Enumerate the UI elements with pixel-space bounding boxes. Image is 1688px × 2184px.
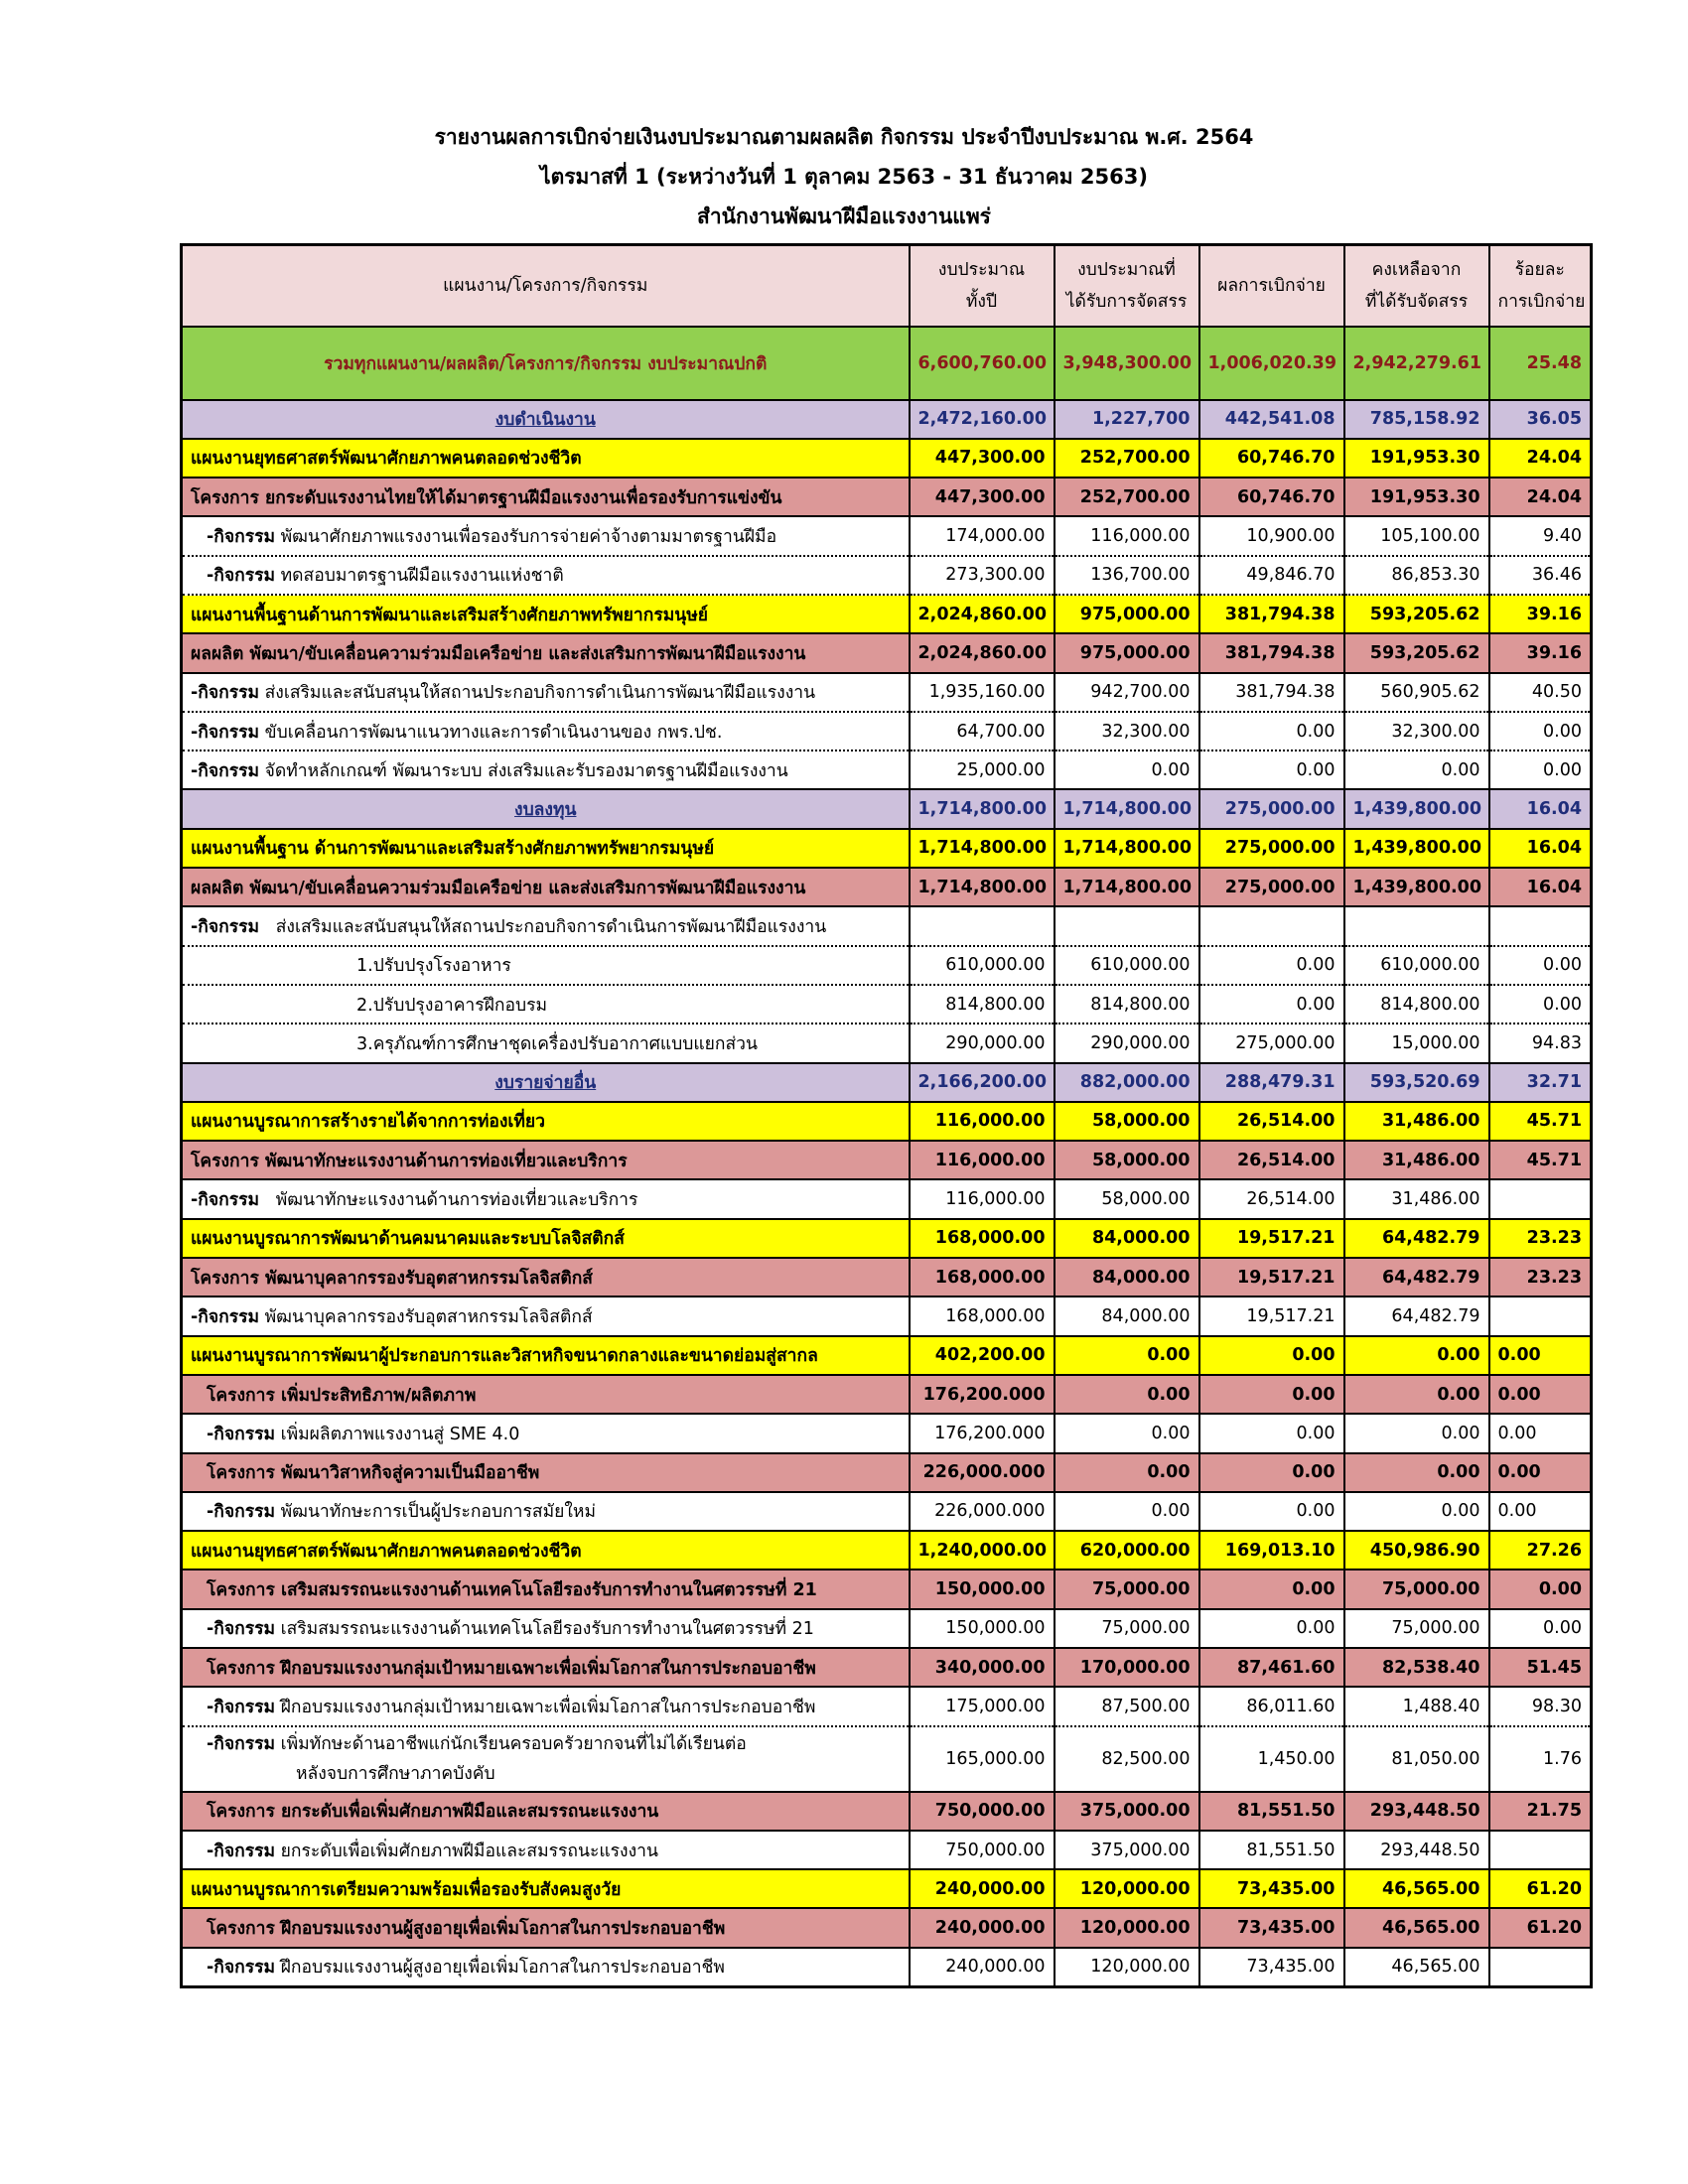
row-label: โครงการ เสริมสมรรถนะแรงงานด้านเทคโนโลยีรองรับการทำงานในศตวรรษที่ 21 [182,1570,910,1608]
row-label: -กิจกรรม พัฒนาทักษะการเป็นผู้ประกอบการสมัยใหม่ [182,1492,910,1531]
cell-allocated: 620,000.00 [1055,1531,1199,1570]
cell-remaining [1344,906,1489,945]
cell-disbursed: 381,794.38 [1199,633,1344,672]
header-annual-budget: งบประมาณ ทั้งปี [910,245,1055,327]
report-title: รายงานผลการเบิกจ่ายเงินงบประมาณตามผลผลิต กิจกรรม ประจำปีงบประมาณ พ.ศ. 2564 [434,125,1254,149]
cell-remaining: 450,986.90 [1344,1531,1489,1570]
cell-allocated: 58,000.00 [1055,1179,1199,1218]
cell-remaining: 82,538.40 [1344,1648,1489,1687]
cell-allocated: 116,000.00 [1055,516,1199,555]
table-row-project [182,1570,1592,1608]
cell-disbursed: 86,011.60 [1199,1687,1344,1725]
cell-annual: 226,000.000 [910,1492,1055,1531]
table-row-sub-item [182,985,1592,1024]
cell-disbursed: 81,551.50 [1199,1831,1344,1869]
table-row-plan [182,1336,1592,1375]
table-row-activity [182,1179,1592,1218]
cell-remaining: 86,853.30 [1344,556,1489,595]
cell-percent: 45.71 [1489,1102,1592,1141]
report-title-block [0,117,1688,236]
cell-disbursed: 381,794.38 [1199,595,1344,633]
row-label: -กิจกรรม ฝึกอบรมแรงงานกลุ่มเป้าหมายเฉพาะเพื่อเพิ่มโอกาสในการประกอบอาชีพ [182,1687,910,1725]
cell-disbursed: 0.00 [1199,751,1344,789]
table-row-budget-category [182,1063,1592,1102]
cell-annual: 175,000.00 [910,1687,1055,1725]
cell-allocated: 0.00 [1055,1336,1199,1375]
cell-remaining: 105,100.00 [1344,516,1489,555]
cell-remaining: 610,000.00 [1344,946,1489,985]
cell-disbursed: 1,450.00 [1199,1726,1344,1792]
cell-percent: 0.00 [1489,1570,1592,1608]
cell-allocated: 882,000.00 [1055,1063,1199,1102]
cell-disbursed: 0.00 [1199,1375,1344,1414]
cell-allocated: 87,500.00 [1055,1687,1199,1725]
header-plan: แผนงาน/โครงการ/กิจกรรม [182,245,910,327]
table-row-project [182,1375,1592,1414]
cell-allocated: 375,000.00 [1055,1831,1199,1869]
cell-percent: 0.00 [1489,712,1592,751]
row-label: -กิจกรรม พัฒนาบุคลากรรองรับอุตสาหกรรมโลจิสติกส์ [182,1297,910,1335]
cell-remaining: 593,205.62 [1344,633,1489,672]
cell-annual: 447,300.00 [910,478,1055,516]
cell-remaining: 0.00 [1344,1414,1489,1452]
cell-percent: 0.00 [1489,751,1592,789]
cell-percent: 16.04 [1489,868,1592,906]
row-label: -กิจกรรม พัฒนาทักษะแรงงานด้านการท่องเที่ยวและบริการ [182,1179,910,1218]
table-row-project [182,478,1592,516]
cell-disbursed: 275,000.00 [1199,1024,1344,1062]
cell-disbursed: 275,000.00 [1199,829,1344,868]
cell-percent: 61.20 [1489,1908,1592,1947]
cell-remaining: 15,000.00 [1344,1024,1489,1062]
row-label: โครงการ พัฒนาวิสาหกิจสู่ความเป็นมืออาชีพ [182,1453,910,1492]
cell-remaining: 0.00 [1344,1492,1489,1531]
cell-allocated: 610,000.00 [1055,946,1199,985]
cell-allocated: 1,227,700 [1055,400,1199,439]
table-row-plan [182,1219,1592,1258]
row-label: แผนงานยุทธศาสตร์พัฒนาศักยภาพคนตลอดช่วงชีวิต [182,439,910,478]
cell-annual: 273,300.00 [910,556,1055,595]
cell-annual: 1,714,800.00 [910,868,1055,906]
cell-annual: 64,700.00 [910,712,1055,751]
cell-disbursed: 87,461.60 [1199,1648,1344,1687]
cell-remaining: 0.00 [1344,1375,1489,1414]
table-row-project [182,1792,1592,1831]
cell-annual: 25,000.00 [910,751,1055,789]
cell-allocated [1055,906,1199,945]
row-label: แผนงานบูรณาการเตรียมความพร้อมเพื่อรองรับสังคมสูงวัย [182,1869,910,1908]
cell-percent: 23.23 [1489,1258,1592,1297]
cell-allocated: 975,000.00 [1055,633,1199,672]
cell-allocated: 290,000.00 [1055,1024,1199,1062]
cell-disbursed: 60,746.70 [1199,439,1344,478]
row-label: แผนงานยุทธศาสตร์พัฒนาศักยภาพคนตลอดช่วงชีวิต [182,1531,910,1570]
cell-remaining: 191,953.30 [1344,478,1489,516]
report-period: ไตรมาสที่ 1 (ระหว่างวันที่ 1 ตุลาคม 2563 - 31 ธันวาคม 2563) [540,165,1148,189]
table-row-activity [182,1492,1592,1531]
cell-annual: 290,000.00 [910,1024,1055,1062]
cell-remaining: 64,482.79 [1344,1297,1489,1335]
cell-allocated: 1,714,800.00 [1055,829,1199,868]
cell-annual: 116,000.00 [910,1141,1055,1179]
cell-allocated: 120,000.00 [1055,1908,1199,1947]
table-row-project [182,1908,1592,1947]
table-row-activity [182,1414,1592,1452]
cell-percent: 0.00 [1489,985,1592,1024]
cell-disbursed: 81,551.50 [1199,1792,1344,1831]
cell-allocated: 252,700.00 [1055,439,1199,478]
row-label: โครงการ พัฒนาทักษะแรงงานด้านการท่องเที่ยวและบริการ [182,1141,910,1179]
cell-percent [1489,906,1592,945]
cell-disbursed: 49,846.70 [1199,556,1344,595]
cell-percent: 25.48 [1489,327,1592,400]
cell-remaining: 1,439,800.00 [1344,829,1489,868]
row-label: งบดำเนินงาน [182,400,910,439]
cell-percent: 39.16 [1489,633,1592,672]
row-label: -กิจกรรม เพิ่มผลิตภาพแรงงานสู่ SME 4.0 [182,1414,910,1452]
cell-remaining: 191,953.30 [1344,439,1489,478]
row-label: -กิจกรรม จัดทำหลักเกณฑ์ พัฒนาระบบ ส่งเสริมและรับรองมาตรฐานฝีมือแรงงาน [182,751,910,789]
cell-annual: 750,000.00 [910,1792,1055,1831]
cell-percent: 40.50 [1489,673,1592,712]
cell-annual: 610,000.00 [910,946,1055,985]
row-label: ผลผลิต พัฒนา/ขับเคลื่อนความร่วมมือเครือข่าย และส่งเสริมการพัฒนาฝีมือแรงงาน [182,633,910,672]
cell-allocated: 3,948,300.00 [1055,327,1199,400]
table-row-activity [182,1609,1592,1648]
table-row-activity [182,1948,1592,1986]
cell-remaining: 593,205.62 [1344,595,1489,633]
cell-percent [1489,1948,1592,1986]
cell-annual: 116,000.00 [910,1179,1055,1218]
cell-allocated: 375,000.00 [1055,1792,1199,1831]
cell-remaining: 0.00 [1344,751,1489,789]
cell-allocated: 0.00 [1055,1492,1199,1531]
cell-remaining: 1,439,800.00 [1344,789,1489,828]
cell-remaining: 1,439,800.00 [1344,868,1489,906]
cell-annual: 2,024,860.00 [910,595,1055,633]
cell-annual: 226,000.000 [910,1453,1055,1492]
row-label: -กิจกรรม ขับเคลื่อนการพัฒนาแนวทางและการดำเนินงานของ กพร.ปช. [182,712,910,751]
row-label: งบรายจ่ายอื่น [182,1063,910,1102]
cell-annual: 176,200.000 [910,1414,1055,1452]
header-remaining: คงเหลือจาก ที่ได้รับจัดสรร [1344,245,1489,327]
cell-remaining: 814,800.00 [1344,985,1489,1024]
cell-annual: 176,200.000 [910,1375,1055,1414]
table-row-plan [182,1531,1592,1570]
cell-disbursed: 0.00 [1199,1492,1344,1531]
cell-remaining: 31,486.00 [1344,1141,1489,1179]
cell-disbursed: 10,900.00 [1199,516,1344,555]
cell-percent: 61.20 [1489,1869,1592,1908]
row-label: 3.ครุภัณฑ์การศึกษาชุดเครื่องปรับอากาศแบบแยกส่วน [182,1024,910,1062]
row-label: -กิจกรรม ส่งเสริมและสนับสนุนให้สถานประกอบกิจการดำเนินการพัฒนาฝีมือแรงงาน [182,673,910,712]
cell-allocated: 84,000.00 [1055,1219,1199,1258]
row-label: 1.ปรับปรุงโรงอาหาร [182,946,910,985]
cell-percent: 0.00 [1489,1414,1592,1452]
cell-percent: 24.04 [1489,478,1592,516]
cell-allocated: 1,714,800.00 [1055,789,1199,828]
table-row-grand-total [182,327,1592,400]
cell-disbursed: 26,514.00 [1199,1102,1344,1141]
cell-remaining: 560,905.62 [1344,673,1489,712]
cell-annual: 174,000.00 [910,516,1055,555]
cell-annual: 165,000.00 [910,1726,1055,1792]
table-row-budget-category [182,789,1592,828]
cell-annual [910,906,1055,945]
cell-annual: 1,240,000.00 [910,1531,1055,1570]
table-row-plan [182,1102,1592,1141]
cell-allocated: 0.00 [1055,1375,1199,1414]
cell-disbursed: 442,541.08 [1199,400,1344,439]
cell-percent [1489,1297,1592,1335]
header-disbursed: ผลการเบิกจ่าย [1199,245,1344,327]
budget-table [180,243,1593,1988]
row-label: -กิจกรรม ยกระดับเพื่อเพิ่มศักยภาพฝีมือและสมรรถนะแรงงาน [182,1831,910,1869]
cell-percent: 0.00 [1489,1375,1592,1414]
cell-disbursed: 169,013.10 [1199,1531,1344,1570]
cell-allocated: 975,000.00 [1055,595,1199,633]
table-row-activity [182,1687,1592,1725]
cell-allocated: 0.00 [1055,1453,1199,1492]
table-row-plan [182,439,1592,478]
row-label: -กิจกรรม ส่งเสริมและสนับสนุนให้สถานประกอบกิจการดำเนินการพัฒนาฝีมือแรงงาน [182,906,910,945]
table-row-project [182,1141,1592,1179]
cell-annual: 814,800.00 [910,985,1055,1024]
cell-allocated: 84,000.00 [1055,1297,1199,1335]
table-row-activity [182,673,1592,712]
row-label: โครงการ ยกระดับแรงงานไทยให้ได้มาตรฐานฝีมือแรงงานเพื่อรองรับการแข่งขัน [182,478,910,516]
cell-annual: 240,000.00 [910,1869,1055,1908]
report-office: สำนักงานพัฒนาฝีมือแรงงานแพร่ [697,205,991,228]
cell-percent: 94.83 [1489,1024,1592,1062]
cell-disbursed: 0.00 [1199,1570,1344,1608]
table-row-plan [182,1869,1592,1908]
cell-percent: 32.71 [1489,1063,1592,1102]
cell-allocated: 252,700.00 [1055,478,1199,516]
row-label: รวมทุกแผนงาน/ผลผลิต/โครงการ/กิจกรรม งบประมาณปกติ [182,327,910,400]
row-label: -กิจกรรม เสริมสมรรถนะแรงงานด้านเทคโนโลยีรองรับการทำงานในศตวรรษที่ 21 [182,1609,910,1648]
row-label: แผนงานบูรณาการพัฒนาด้านคมนาคมและระบบโลจิสติกส์ [182,1219,910,1258]
cell-annual: 168,000.00 [910,1219,1055,1258]
cell-annual: 2,166,200.00 [910,1063,1055,1102]
cell-percent: 0.00 [1489,1336,1592,1375]
cell-remaining: 785,158.92 [1344,400,1489,439]
cell-annual: 116,000.00 [910,1102,1055,1141]
cell-disbursed: 0.00 [1199,985,1344,1024]
cell-percent: 24.04 [1489,439,1592,478]
cell-disbursed: 288,479.31 [1199,1063,1344,1102]
cell-disbursed: 0.00 [1199,712,1344,751]
cell-allocated: 1,714,800.00 [1055,868,1199,906]
cell-disbursed: 0.00 [1199,946,1344,985]
row-label: -กิจกรรม ฝึกอบรมแรงงานผู้สูงอายุเพื่อเพิ่มโอกาสในการประกอบอาชีพ [182,1948,910,1986]
cell-percent: 51.45 [1489,1648,1592,1687]
cell-disbursed [1199,906,1344,945]
cell-remaining: 46,565.00 [1344,1948,1489,1986]
cell-percent: 39.16 [1489,595,1592,633]
cell-annual: 240,000.00 [910,1948,1055,1986]
cell-allocated: 84,000.00 [1055,1258,1199,1297]
row-label: แผนงานบูรณาการสร้างรายได้จากการท่องเที่ยว [182,1102,910,1141]
cell-annual: 2,472,160.00 [910,400,1055,439]
cell-allocated: 82,500.00 [1055,1726,1199,1792]
cell-annual: 447,300.00 [910,439,1055,478]
cell-allocated: 136,700.00 [1055,556,1199,595]
table-row-budget-category [182,400,1592,439]
cell-allocated: 0.00 [1055,751,1199,789]
cell-percent: 36.05 [1489,400,1592,439]
cell-disbursed: 0.00 [1199,1609,1344,1648]
cell-percent: 0.00 [1489,1492,1592,1531]
cell-disbursed: 73,435.00 [1199,1869,1344,1908]
header-percent: ร้อยละ การเบิกจ่าย [1489,245,1592,327]
cell-annual: 6,600,760.00 [910,327,1055,400]
row-label: -กิจกรรม ทดสอบมาตรฐานฝีมือแรงงานแห่งชาติ [182,556,910,595]
cell-remaining: 293,448.50 [1344,1792,1489,1831]
cell-remaining: 64,482.79 [1344,1219,1489,1258]
row-label: โครงการ ยกระดับเพื่อเพิ่มศักยภาพฝีมือและสมรรถนะแรงงาน [182,1792,910,1831]
cell-disbursed: 19,517.21 [1199,1258,1344,1297]
cell-disbursed: 0.00 [1199,1453,1344,1492]
table-row-plan [182,595,1592,633]
cell-percent: 1.76 [1489,1726,1592,1792]
row-label: แผนงานพื้นฐานด้านการพัฒนาและเสริมสร้างศักยภาพทรัพยากรมนุษย์ [182,595,910,633]
cell-percent: 9.40 [1489,516,1592,555]
row-label: 2.ปรับปรุงอาคารฝึกอบรม [182,985,910,1024]
cell-annual: 1,935,160.00 [910,673,1055,712]
header-allocated-budget: งบประมาณที่ ได้รับการจัดสรร [1055,245,1199,327]
cell-allocated: 75,000.00 [1055,1570,1199,1608]
cell-percent: 98.30 [1489,1687,1592,1725]
table-header-row [182,245,1592,327]
table-row-activity [182,1297,1592,1335]
cell-percent: 23.23 [1489,1219,1592,1258]
cell-percent: 45.71 [1489,1141,1592,1179]
cell-disbursed: 0.00 [1199,1336,1344,1375]
row-label: โครงการ ฝึกอบรมแรงงานผู้สูงอายุเพื่อเพิ่มโอกาสในการประกอบอาชีพ [182,1908,910,1947]
row-label: ผลผลิต พัฒนา/ขับเคลื่อนความร่วมมือเครือข่าย และส่งเสริมการพัฒนาฝีมือแรงงาน [182,868,910,906]
cell-disbursed: 381,794.38 [1199,673,1344,712]
cell-disbursed: 0.00 [1199,1414,1344,1452]
cell-remaining: 31,486.00 [1344,1102,1489,1141]
cell-remaining: 0.00 [1344,1336,1489,1375]
row-label: โครงการ เพิ่มประสิทธิภาพ/ผลิตภาพ [182,1375,910,1414]
cell-remaining: 1,488.40 [1344,1687,1489,1725]
cell-remaining: 32,300.00 [1344,712,1489,751]
table-row-activity [182,516,1592,555]
row-label: -กิจกรรม เพิ่มทักษะด้านอาชีพแก่นักเรียนครอบครัวยากจนที่ไม่ได้เรียนต่อ หลังจบการศึกษาภาคบังคับ [182,1726,910,1792]
cell-disbursed: 275,000.00 [1199,789,1344,828]
cell-percent: 16.04 [1489,829,1592,868]
cell-annual: 240,000.00 [910,1908,1055,1947]
table-row-plan [182,829,1592,868]
row-label: โครงการ พัฒนาบุคลากรรองรับอุตสาหกรรมโลจิสติกส์ [182,1258,910,1297]
cell-disbursed: 26,514.00 [1199,1179,1344,1218]
cell-disbursed: 60,746.70 [1199,478,1344,516]
cell-annual: 402,200.00 [910,1336,1055,1375]
cell-allocated: 120,000.00 [1055,1948,1199,1986]
cell-remaining: 75,000.00 [1344,1609,1489,1648]
cell-percent: 0.00 [1489,1609,1592,1648]
row-label: แผนงานบูรณาการพัฒนาผู้ประกอบการและวิสาหกิจขนาดกลางและขนาดย่อมสู่สากล [182,1336,910,1375]
table-row-project [182,1258,1592,1297]
cell-annual: 750,000.00 [910,1831,1055,1869]
table-row-project [182,1648,1592,1687]
cell-remaining: 46,565.00 [1344,1869,1489,1908]
cell-allocated: 170,000.00 [1055,1648,1199,1687]
table-row-output [182,633,1592,672]
table-row-activity [182,751,1592,789]
cell-annual: 168,000.00 [910,1297,1055,1335]
cell-disbursed: 26,514.00 [1199,1141,1344,1179]
table-row-project [182,1453,1592,1492]
row-label: แผนงานพื้นฐาน ด้านการพัฒนาและเสริมสร้างศักยภาพทรัพยากรมนุษย์ [182,829,910,868]
cell-annual: 1,714,800.00 [910,789,1055,828]
cell-allocated: 0.00 [1055,1414,1199,1452]
cell-percent: 21.75 [1489,1792,1592,1831]
cell-allocated: 120,000.00 [1055,1869,1199,1908]
cell-disbursed: 73,435.00 [1199,1908,1344,1947]
cell-remaining: 2,942,279.61 [1344,327,1489,400]
table-row-activity [182,1831,1592,1869]
table-row-sub-item [182,1024,1592,1062]
cell-allocated: 58,000.00 [1055,1102,1199,1141]
cell-annual: 168,000.00 [910,1258,1055,1297]
cell-remaining: 75,000.00 [1344,1570,1489,1608]
cell-disbursed: 19,517.21 [1199,1219,1344,1258]
table-row-output [182,868,1592,906]
cell-percent: 27.26 [1489,1531,1592,1570]
cell-percent: 36.46 [1489,556,1592,595]
table-row-sub-item [182,946,1592,985]
table-row-activity [182,906,1592,945]
cell-disbursed: 73,435.00 [1199,1948,1344,1986]
cell-remaining: 46,565.00 [1344,1908,1489,1947]
cell-remaining: 64,482.79 [1344,1258,1489,1297]
cell-remaining: 31,486.00 [1344,1179,1489,1218]
cell-annual: 150,000.00 [910,1570,1055,1608]
cell-disbursed: 19,517.21 [1199,1297,1344,1335]
table-row-activity [182,556,1592,595]
cell-percent: 0.00 [1489,946,1592,985]
cell-disbursed: 1,006,020.39 [1199,327,1344,400]
cell-remaining: 593,520.69 [1344,1063,1489,1102]
cell-allocated: 814,800.00 [1055,985,1199,1024]
cell-allocated: 58,000.00 [1055,1141,1199,1179]
cell-annual: 340,000.00 [910,1648,1055,1687]
cell-allocated: 75,000.00 [1055,1609,1199,1648]
cell-annual: 150,000.00 [910,1609,1055,1648]
cell-disbursed: 275,000.00 [1199,868,1344,906]
cell-remaining: 293,448.50 [1344,1831,1489,1869]
cell-remaining: 0.00 [1344,1453,1489,1492]
cell-percent [1489,1831,1592,1869]
cell-allocated: 942,700.00 [1055,673,1199,712]
cell-annual: 2,024,860.00 [910,633,1055,672]
table-row-activity [182,712,1592,751]
row-label: โครงการ ฝึกอบรมแรงงานกลุ่มเป้าหมายเฉพาะเพื่อเพิ่มโอกาสในการประกอบอาชีพ [182,1648,910,1687]
table-row-activity [182,1726,1592,1792]
cell-remaining: 81,050.00 [1344,1726,1489,1792]
cell-percent [1489,1179,1592,1218]
cell-allocated: 32,300.00 [1055,712,1199,751]
cell-annual: 1,714,800.00 [910,829,1055,868]
row-label: -กิจกรรม พัฒนาศักยภาพแรงงานเพื่อรองรับการจ่ายค่าจ้างตามมาตรฐานฝีมือ [182,516,910,555]
row-label: งบลงทุน [182,789,910,828]
cell-percent: 0.00 [1489,1453,1592,1492]
cell-percent: 16.04 [1489,789,1592,828]
